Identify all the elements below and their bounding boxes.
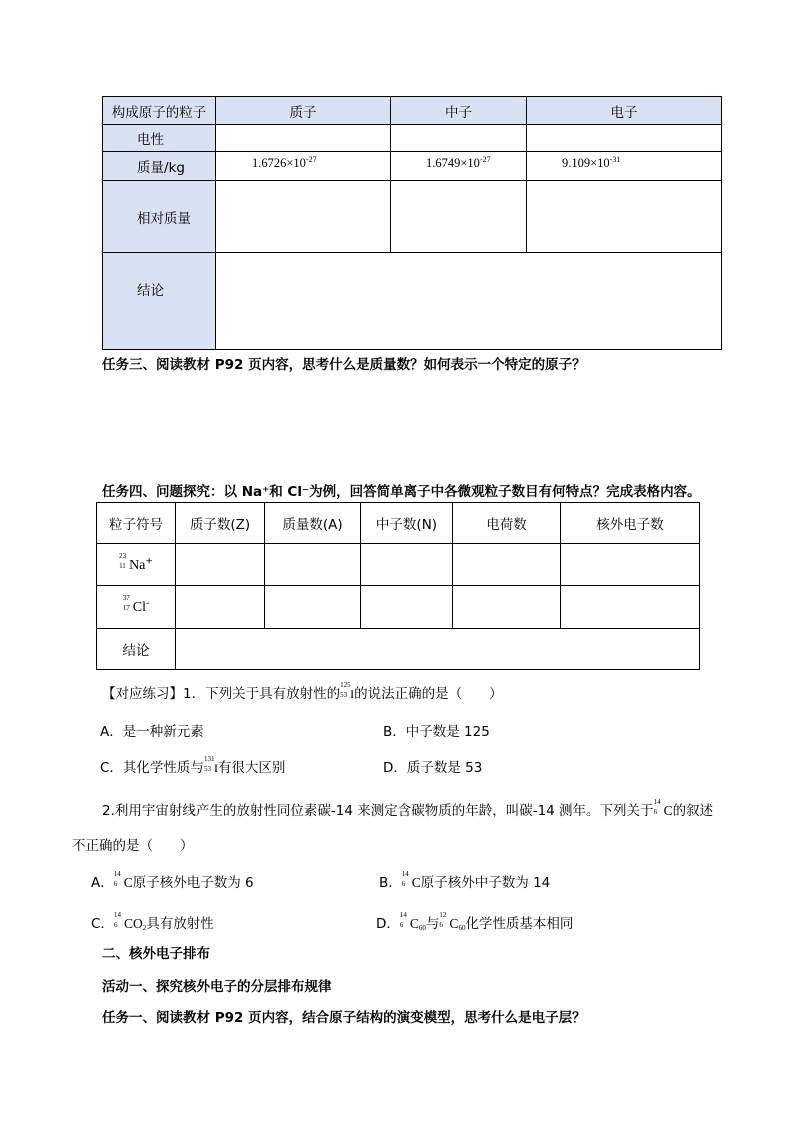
iodine-125-isotope: 125 53 <box>340 681 351 699</box>
cell-na-z[interactable] <box>176 544 265 586</box>
task-three: 任务三、阅读教材 P92 页内容，思考什么是质量数？如何表示一个特定的原子？ <box>102 357 586 373</box>
header-proton: 质子 <box>216 97 391 125</box>
exercise-two-option-b[interactable]: B． 14 6 C原子核外中子数为 14 <box>379 870 551 891</box>
cell-na-a[interactable] <box>265 544 361 586</box>
exercise-one-option-c[interactable]: C．其化学性质与 131 53 I有很大区别 <box>100 755 286 776</box>
activity-one-heading: 活动一、探究核外电子的分层排布规律 <box>102 979 332 995</box>
exercise-one-option-b[interactable]: B．中子数是 125 <box>383 724 490 740</box>
header-particle: 构成原子的粒子 <box>103 97 216 125</box>
row-label-mass: 质量/kg <box>103 152 216 181</box>
cell-na-symbol: 23 11 Na+ <box>97 544 176 586</box>
cell-cl-z[interactable] <box>176 586 265 629</box>
cell-ion-conclusion[interactable] <box>176 629 700 670</box>
row-label-conclusion: 结论 <box>103 253 216 350</box>
cell-cl-a[interactable] <box>265 586 361 629</box>
cell-electron-charge[interactable] <box>527 125 722 152</box>
cell-electron-relative-mass[interactable] <box>527 181 722 253</box>
cell-conclusion[interactable] <box>216 253 722 350</box>
cell-na-electrons[interactable] <box>561 544 700 586</box>
header-mass-number: 质量数(A) <box>265 503 361 544</box>
cell-proton-relative-mass[interactable] <box>216 181 391 253</box>
exercise-two-option-c[interactable]: C． 14 6 $CO_2$具有放射性 <box>91 911 214 932</box>
iodine-131-isotope: 131 53 <box>203 755 215 773</box>
cell-cl-charge[interactable] <box>453 586 561 629</box>
cell-electron-mass: $9.109\times 10^{-31}$ <box>527 152 722 181</box>
task-four: 任务四、问题探究：以 Na⁺和 Cl⁻为例，回答简单离子中各微观粒子数目有何特点？完成表格内容。 <box>102 484 701 500</box>
header-symbol: 粒子符号 <box>97 503 176 544</box>
cell-proton-charge[interactable] <box>216 125 391 152</box>
exercise-one-question: 【对应练习】1．下列关于具有放射性的 125 53 I的说法正确的是（ ） <box>102 681 503 702</box>
exercise-two-option-d[interactable]: D． 14 6 $C_{60}$与 12 6 $C_{60}$化学性质基本相同 <box>376 911 574 932</box>
exercise-one-option-d[interactable]: D．质子数是 53 <box>383 760 483 776</box>
exercise-one-option-a[interactable]: A．是一种新元素 <box>100 724 204 740</box>
exercise-two-option-a[interactable]: A． 14 6 C原子核外电子数为 6 <box>91 870 254 891</box>
particle-properties-table <box>102 96 722 350</box>
cell-cl-symbol: 37 17 Cl- <box>97 586 176 629</box>
cell-proton-mass: $1.6726\times 10^{-27}$ <box>216 152 391 181</box>
exercise-two-question-line1: 2.利用宇宙射线产生的放射性同位素碳-14 来测定含碳物质的年龄，叫碳-14 测年。下列关于 14 6 C的叙述 <box>102 798 714 819</box>
row-label-charge: 电性 <box>103 125 216 152</box>
cell-neutron-relative-mass[interactable] <box>391 181 527 253</box>
header-electron: 电子 <box>527 97 722 125</box>
header-charge-count: 电荷数 <box>453 503 561 544</box>
section-two-heading: 二、核外电子排布 <box>102 946 210 962</box>
header-neutron-count: 中子数(N) <box>361 503 453 544</box>
header-neutron: 中子 <box>391 97 527 125</box>
cell-neutron-mass: $1.6749\times 10^{-27}$ <box>391 152 527 181</box>
cell-na-n[interactable] <box>361 544 453 586</box>
cell-neutron-charge[interactable] <box>391 125 527 152</box>
ion-particle-table <box>96 502 700 670</box>
cell-cl-n[interactable] <box>361 586 453 629</box>
row-label-ion-conclusion: 结论 <box>97 629 176 670</box>
exercise-two-question-line2: 不正确的是（ ） <box>72 838 194 854</box>
cell-na-charge[interactable] <box>453 544 561 586</box>
row-label-relative-mass: 相对质量 <box>103 181 216 253</box>
header-electron-count: 核外电子数 <box>561 503 700 544</box>
header-proton-count: 质子数(Z) <box>176 503 265 544</box>
task-one-electron-shell: 任务一、阅读教材 P92 页内容，结合原子结构的演变模型，思考什么是电子层？ <box>102 1010 586 1026</box>
cell-cl-electrons[interactable] <box>561 586 700 629</box>
